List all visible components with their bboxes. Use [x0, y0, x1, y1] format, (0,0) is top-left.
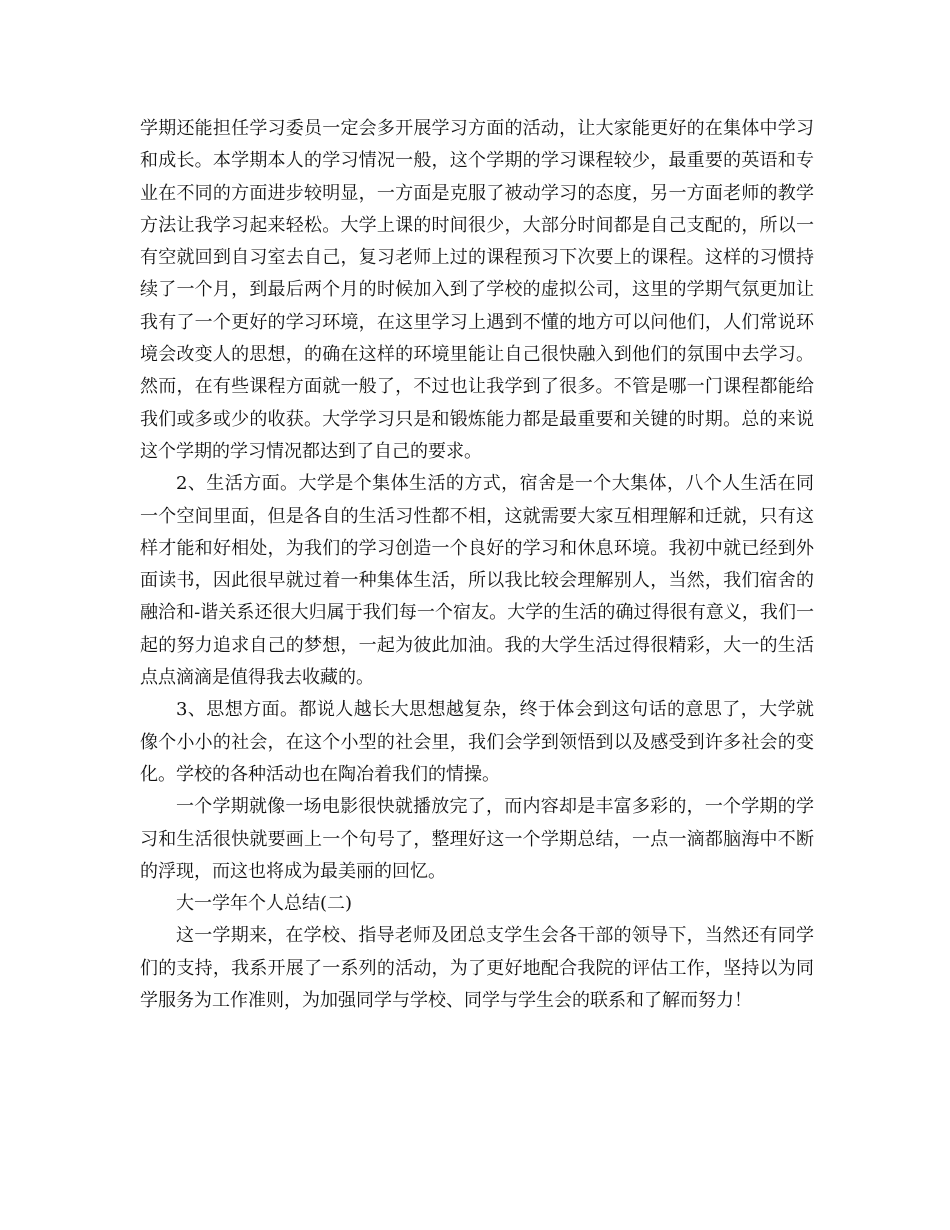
paragraph-life: 2、生活方面。大学是个集体生活的方式，宿舍是一个大集体，八个人生活在同一个空间里面，但是各自的生活习性都不相，这就需要大家互相理解和迁就，只有这样才能和好相处，为我们的学习创造一个良好的学习和休息环境。我初中就已经到外面读书，因此很早就过着一种集体生活，所以我比较会理解别人，当然，我们宿舍的融洽和-谐关系还很大归属于我们每一个宿友。大学的生活的确过得很有意义，我们一起的努力追求自己的梦想，一起为彼此加油。我的大学生活过得很精彩，大一的生活点点滴滴是值得我去收藏的。 [140, 473, 814, 689]
paragraph-study: 学期还能担任学习委员一定会多开展学习方面的活动，让大家能更好的在集体中学习和成长。本学期本人的学习情况一般，这个学期的学习课程较少，最重要的英语和专业在不同的方面进步较明显，一方面是克服了被动学习的态度，另一方面老师的教学方法让我学习起来轻松。大学上课的时间很少，大部分时间都是自己支配的，所以一有空就回到自习室去自己，复习老师上过的课程预习下次要上的课程。这样的习惯持续了一个月，到最后两个月的时候加入到了学校的虚拟公司，这里的学期气氛更加让我有了一个更好的学习环境，在这里学习上遇到不懂的地方可以问他们，人们常说环境会改变人的思想，的确在这样的环境里能让自己很快融入到他们的氛围中去学习。然而，在有些课程方面就一般了，不过也让我学到了很多。不管是哪一门课程都能给我们或多或少的收获。大学学习只是和锻炼能力都是最重要和关键的时期。总的来说这个学期的学习情况都达到了自己的要求。 [140, 118, 814, 462]
paragraph-thought: 3、思想方面。都说人越长大思想越复杂，终于体会到这句话的意思了，大学就像个小小的社会，在这个小型的社会里，我们会学到领悟到以及感受到许多社会的变化。学校的各种活动也在陶冶着我们的情操。 [140, 699, 814, 785]
document-body [140, 113, 814, 1017]
paragraph-conclusion: 一个学期就像一场电影很快就播放完了，而内容却是丰富多彩的，一个学期的学习和生活很快就要画上一个句号了，整理好这一个学期总结，一点一滴都脑海中不断的浮现，而这也将成为最美丽的回忆。 [140, 796, 814, 882]
paragraph-closing: 这一学期来，在学校、指导老师及团总支学生会各干部的领导下，当然还有同学们的支持，我系开展了一系列的活动，为了更好地配合我院的评估工作，坚持以为同学服务为工作准则，为加强同学与学校、同学与学生会的联系和了解而努力！ [140, 925, 814, 1012]
section-heading: 大一学年个人总结(二) [176, 893, 353, 915]
